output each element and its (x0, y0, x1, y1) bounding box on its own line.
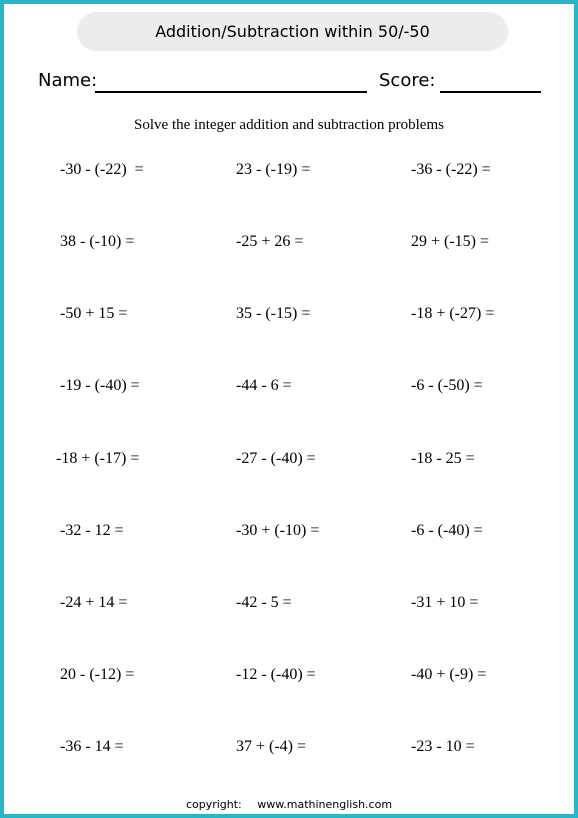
problem: -12 - (-40) = (236, 666, 316, 683)
problem: -44 - 6 = (236, 377, 292, 394)
problem: -18 + (-17) = (56, 450, 140, 467)
problem: -40 + (-9) = (411, 666, 487, 683)
footer (0, 798, 578, 811)
problem: -6 - (-50) = (411, 377, 483, 394)
website-link[interactable]: www.mathinenglish.com (257, 798, 393, 811)
problem: -24 + 14 = (60, 594, 128, 611)
problem: -50 + 15 = (60, 305, 128, 322)
problem: -32 - 12 = (60, 522, 124, 539)
problem: -6 - (-40) = (411, 522, 483, 539)
problem: -36 - (-22) = (411, 161, 491, 178)
problem: -18 - 25 = (411, 450, 475, 467)
problem: 29 + (-15) = (411, 233, 490, 250)
problem: 38 - (-10) = (60, 233, 135, 250)
copyright-label: copyright: (185, 798, 242, 811)
score-label: Score: (379, 70, 436, 91)
problem: -23 - 10 = (411, 738, 475, 755)
name-label: Name: (38, 70, 98, 91)
instructions: Solve the integer addition and subtraction problems (134, 117, 444, 133)
problem: -25 + 26 = (236, 233, 304, 250)
title-text: Addition/Subtraction within 50/-50 (155, 22, 430, 41)
problem: -31 + 10 = (411, 594, 479, 611)
problem: -30 + (-10) = (236, 522, 320, 539)
problem: -18 + (-27) = (411, 305, 495, 322)
problem: 20 - (-12) = (60, 666, 135, 683)
problem: -19 - (-40) = (60, 377, 140, 394)
problem: 35 - (-15) = (236, 305, 311, 322)
problem: -30 - (-22) = (60, 161, 144, 178)
problem: 37 + (-4) = (236, 738, 307, 755)
problem: -42 - 5 = (236, 594, 292, 611)
problem: -27 - (-40) = (236, 450, 316, 467)
problem: 23 - (-19) = (236, 161, 311, 178)
problem: -36 - 14 = (60, 738, 124, 755)
